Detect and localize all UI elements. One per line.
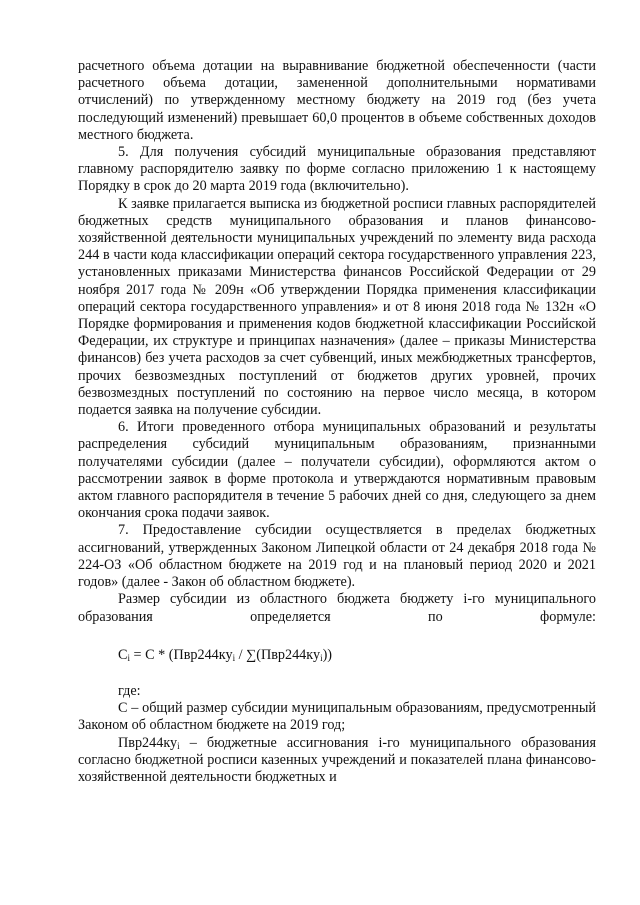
paragraph-definition-pvr	[78, 735, 596, 787]
formula-mid-subscript: i	[232, 652, 236, 663]
paragraph-item-5: 5. Для получения субсидий муниципальные образования представляют главному распорядителю заявку по форме согласно приложению 1 к настоящему Порядку в срок до 20 марта 2019 года (включительно).	[78, 144, 596, 195]
formula-div-subscript: i	[320, 652, 323, 663]
paragraph-definition-c: С – общий размер субсидии муниципальным образованиям, предусмотренный Законом об областном бюджете на 2019 год;	[78, 700, 596, 734]
subsidy-formula	[118, 647, 596, 664]
paragraph-application-attachment: К заявке прилагается выписка из бюджетной росписи главных распорядителей бюджетных средств муниципального образования и планов финансово-хозяйственной деятельности муниципальных учреждений по элементу вида расхода 244 в части кода классификации операций сектора государственного управления 223, установленных приказами Министерства финансов Российской Федерации от 29 ноября 2017 года № 209н «Об утверждении Порядка применения классификации операций сектора государственного управления» и от 8 июня 2018 года № 132н «О Порядке формирования и применения кодов бюджетной классификации Российской Федерации, их структуре и принципах назначения» (далее – приказы Министерства финансов) без учета расходов за счет субвенций, иных межбюджетных трансфертов, прочих безвозмездных поступлений от бюджетов других уровней, прочих безвозмездных поступлений по состоянию на первое число месяца, в котором подается заявка на получение субсидии.	[78, 195, 596, 419]
paragraph-dotation-condition: расчетного объема дотации на выравнивание бюджетной обеспеченности (части расчетного объема дотации, замененной дополнительными нормативами отчислений) по утвержденному местному бюджету на 2019 год (без учета последующий изменений) превышает 60,0 процентов в объеме собственных доходов местного бюджета.	[78, 58, 596, 143]
paragraph-formula-intro: Размер субсидии из областного бюджета бюджету i-го муниципального образования определяется по формуле:	[78, 591, 596, 625]
formula-mid: = С * (Пвр244ку	[129, 646, 233, 663]
where-label: где:	[118, 682, 141, 699]
paragraph-item-6: 6. Итоги проведенного отбора муниципальных образований и результаты распределения субсидий муниципальным образованиям, признанными получателями субсидии (далее – получатели субсидии), оформляются актом о рассмотрении заявок в форме протокола и утверждаются нормативным правовым актом главного распорядителя в течение 5 рабочих дней со дня, следующего за днем окончания срока подачи заявок.	[78, 419, 596, 522]
formula-end: ))	[322, 646, 333, 663]
formula-lhs: С	[118, 646, 128, 663]
formula-lhs-subscript: i	[127, 652, 130, 663]
term-subscript: i	[177, 740, 180, 751]
term-name: Пвр244ку	[118, 734, 178, 751]
formula-div: / ∑(Пвр244ку	[235, 646, 321, 663]
paragraph-item-7: 7. Предоставление субсидии осуществляется в пределах бюджетных ассигнований, утвержденных Законом Липецкой области от 24 декабря 2018 года № 224-ОЗ «Об областном бюджете на 2019 год и на плановый период 2020 и 2021 годов» (далее - Закон об областном бюджете).	[78, 522, 596, 591]
term-definition: – бюджетные ассигнования i-го муниципального образования согласно бюджетной росписи казенных учреждений и показателей плана финансово-хозяйственной деятельности бюджетных и	[78, 734, 596, 785]
